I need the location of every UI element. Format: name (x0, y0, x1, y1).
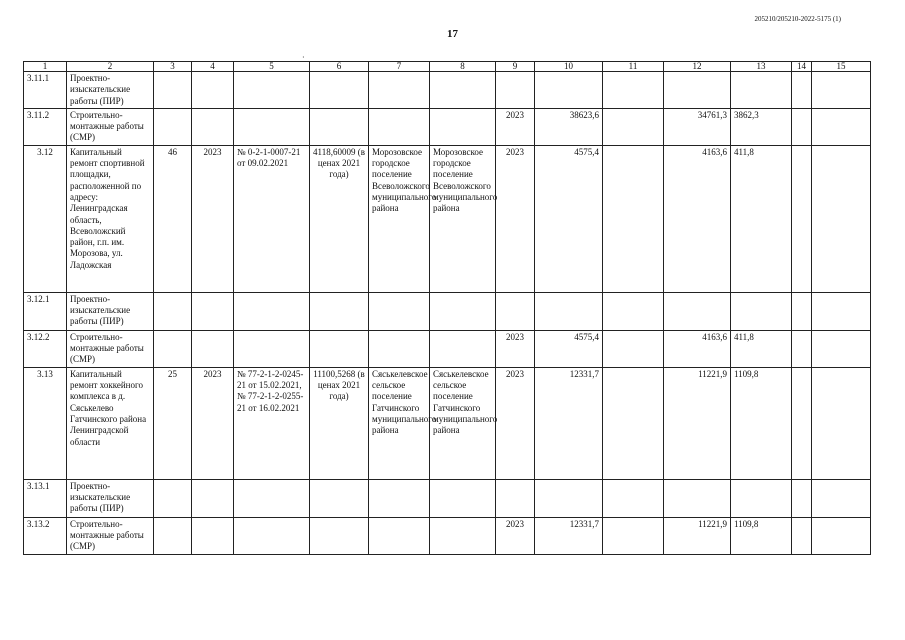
cell-col-7 (369, 108, 430, 145)
column-header-12: 12 (664, 62, 731, 72)
cell-col-15 (812, 367, 871, 479)
table-row (24, 367, 871, 479)
cell-col-9: 2023 (496, 517, 535, 554)
cell-col-10: 4575,4 (535, 330, 603, 367)
cell-col-12 (664, 292, 731, 330)
cell-col-9: 2023 (496, 367, 535, 479)
cell-col-15 (812, 330, 871, 367)
column-header-5: 5 (234, 62, 310, 72)
cell-col-13: 1109,8 (731, 517, 792, 554)
cell-col-12 (664, 479, 731, 517)
cell-col-8 (430, 108, 496, 145)
cell-col-3 (154, 292, 192, 330)
cell-col-14 (792, 479, 812, 517)
cell-col-9 (496, 479, 535, 517)
cell-col-10 (535, 479, 603, 517)
table-row (24, 330, 871, 367)
cell-col-10 (535, 292, 603, 330)
cell-col-9 (496, 292, 535, 330)
cell-col-7: Сяськелевское сельское поселение Гатчинского муниципального района (369, 367, 430, 479)
column-header-13: 13 (731, 62, 792, 72)
cell-col-2: Проектно-изыскательские работы (ПИР) (67, 479, 154, 517)
cell-col-2: Капитальный ремонт спортивной площадки, расположенной по адресу: Ленинградская область, Всеволожский район, г.п. им. Морозова, ул. Ладожская (67, 145, 154, 292)
document-code: 205210/205210-2022-5175 (1) (754, 15, 841, 23)
cell-col-3: 25 (154, 367, 192, 479)
cell-col-8: Морозовское городское поселение Всеволожского муниципального района (430, 145, 496, 292)
cell-col-13: 411,8 (731, 330, 792, 367)
cell-col-11 (603, 479, 664, 517)
header-row (24, 62, 871, 72)
cell-col-6 (310, 72, 369, 109)
cell-col-14 (792, 517, 812, 554)
table-row (24, 72, 871, 109)
page-number: 17 (447, 28, 458, 40)
cell-col-4 (192, 72, 234, 109)
cell-col-10: 38623,6 (535, 108, 603, 145)
cell-col-12: 34761,3 (664, 108, 731, 145)
cell-col-5 (234, 72, 310, 109)
cell-col-1: 3.13.2 (24, 517, 67, 554)
cell-col-7 (369, 292, 430, 330)
cell-col-2: Строительно-монтажные работы (СМР) (67, 517, 154, 554)
column-header-7: 7 (369, 62, 430, 72)
cell-col-13: 1109,8 (731, 367, 792, 479)
column-header-10: 10 (535, 62, 603, 72)
cell-col-3 (154, 72, 192, 109)
cell-col-2: Строительно-монтажные работы (СМР) (67, 330, 154, 367)
cell-col-8 (430, 479, 496, 517)
cell-col-14 (792, 367, 812, 479)
cell-col-5: № 0-2-1-0007-21 от 09.02.2021 (234, 145, 310, 292)
cell-col-9 (496, 72, 535, 109)
cell-col-15 (812, 145, 871, 292)
cell-col-2: Проектно-изыскательские работы (ПИР) (67, 72, 154, 109)
column-header-4: 4 (192, 62, 234, 72)
cell-col-3 (154, 108, 192, 145)
cell-col-10: 4575,4 (535, 145, 603, 292)
cell-col-1: 3.13 (24, 367, 67, 479)
table-row (24, 145, 871, 292)
cell-col-7 (369, 72, 430, 109)
cell-col-8 (430, 292, 496, 330)
cell-col-8 (430, 330, 496, 367)
cell-col-1: 3.11.1 (24, 72, 67, 109)
column-header-14: 14 (792, 62, 812, 72)
cell-col-2: Строительно-монтажные работы (СМР) (67, 108, 154, 145)
cell-col-3 (154, 517, 192, 554)
cell-col-9: 2023 (496, 108, 535, 145)
table-row (24, 292, 871, 330)
cell-col-13 (731, 72, 792, 109)
column-header-11: 11 (603, 62, 664, 72)
column-header-6: 6 (310, 62, 369, 72)
column-header-2: 2 (67, 62, 154, 72)
table-header (24, 62, 871, 72)
table-row (24, 479, 871, 517)
cell-col-6 (310, 292, 369, 330)
cell-col-9: 2023 (496, 330, 535, 367)
cell-col-11 (603, 517, 664, 554)
cell-col-1: 3.11.2 (24, 108, 67, 145)
cell-col-13: 3862,3 (731, 108, 792, 145)
cell-col-4: 2023 (192, 145, 234, 292)
cell-col-12: 4163,6 (664, 330, 731, 367)
cell-col-10: 12331,7 (535, 367, 603, 479)
column-header-1: 1 (24, 62, 67, 72)
cell-col-2: Проектно-изыскательские работы (ПИР) (67, 292, 154, 330)
cell-col-5 (234, 108, 310, 145)
cell-col-4 (192, 517, 234, 554)
cell-col-14 (792, 330, 812, 367)
cell-col-11 (603, 108, 664, 145)
cell-col-15 (812, 292, 871, 330)
table-body (24, 72, 871, 555)
cell-col-1: 3.12.2 (24, 330, 67, 367)
cell-col-11 (603, 72, 664, 109)
table-row (24, 517, 871, 554)
cell-col-4 (192, 479, 234, 517)
cell-col-4: 2023 (192, 367, 234, 479)
cell-col-15 (812, 517, 871, 554)
cell-col-7 (369, 330, 430, 367)
program-table (23, 61, 871, 555)
cell-col-5 (234, 330, 310, 367)
cell-col-5 (234, 292, 310, 330)
cell-col-11 (603, 292, 664, 330)
cell-col-1: 3.12 (24, 145, 67, 292)
cell-col-15 (812, 72, 871, 109)
cell-col-11 (603, 330, 664, 367)
cell-col-6 (310, 517, 369, 554)
cell-col-1: 3.13.1 (24, 479, 67, 517)
cell-col-10: 12331,7 (535, 517, 603, 554)
cell-col-15 (812, 108, 871, 145)
cell-col-14 (792, 72, 812, 109)
column-header-8: 8 (430, 62, 496, 72)
cell-col-12: 11221,9 (664, 517, 731, 554)
cell-col-12: 4163,6 (664, 145, 731, 292)
column-header-15: 15 (812, 62, 871, 72)
cell-col-6 (310, 479, 369, 517)
cell-col-7 (369, 517, 430, 554)
cell-col-13 (731, 479, 792, 517)
cell-col-4 (192, 108, 234, 145)
cell-col-6 (310, 330, 369, 367)
cell-col-14 (792, 292, 812, 330)
cell-col-5 (234, 479, 310, 517)
cell-col-12: 11221,9 (664, 367, 731, 479)
cell-col-8: Сяськелевское сельское поселение Гатчинского муниципального района (430, 367, 496, 479)
column-header-3: 3 (154, 62, 192, 72)
stray-mark: · (302, 53, 305, 62)
cell-col-13 (731, 292, 792, 330)
cell-col-1: 3.12.1 (24, 292, 67, 330)
table-row (24, 108, 871, 145)
cell-col-8 (430, 517, 496, 554)
cell-col-10 (535, 72, 603, 109)
cell-col-6 (310, 108, 369, 145)
cell-col-3 (154, 479, 192, 517)
cell-col-14 (792, 145, 812, 292)
cell-col-11 (603, 145, 664, 292)
cell-col-3: 46 (154, 145, 192, 292)
cell-col-7: Морозовское городское поселение Всеволожского муниципального района (369, 145, 430, 292)
cell-col-11 (603, 367, 664, 479)
cell-col-4 (192, 330, 234, 367)
cell-col-13: 411,8 (731, 145, 792, 292)
cell-col-14 (792, 108, 812, 145)
cell-col-6: 4118,60009 (в ценах 2021 года) (310, 145, 369, 292)
cell-col-12 (664, 72, 731, 109)
cell-col-5 (234, 517, 310, 554)
cell-col-7 (369, 479, 430, 517)
cell-col-5: № 77-2-1-2-0245-21 от 15.02.2021, № 77-2-1-2-0255-21 от 16.02.2021 (234, 367, 310, 479)
cell-col-9: 2023 (496, 145, 535, 292)
cell-col-6: 11100,5268 (в ценах 2021 года) (310, 367, 369, 479)
cell-col-3 (154, 330, 192, 367)
cell-col-15 (812, 479, 871, 517)
column-header-9: 9 (496, 62, 535, 72)
cell-col-4 (192, 292, 234, 330)
cell-col-8 (430, 72, 496, 109)
cell-col-2: Капитальный ремонт хоккейного комплекса в д. Сяськелево Гатчинского района Ленинградской области (67, 367, 154, 479)
